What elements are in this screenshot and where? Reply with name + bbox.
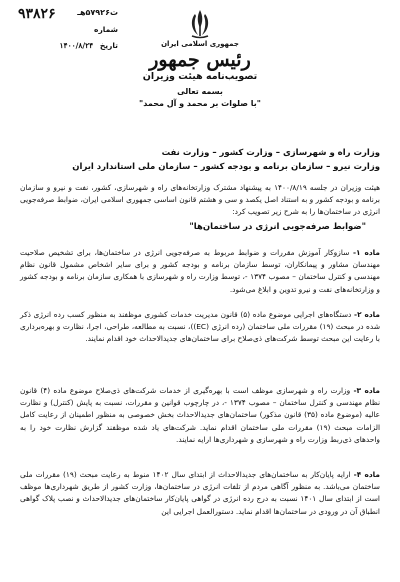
letterhead [100, 40, 300, 109]
number-row [77, 8, 118, 20]
iran-emblem-icon [186, 8, 214, 40]
article-2 [20, 309, 380, 346]
intro-paragraph: هیئت وزیران در جلسه ۱۴۰۰/۸/۱۹ به پیشنهاد مشترک وزارتخانه‌های راه و شهرسازی، کشور، نفت و نیرو و سازمان برنامه و بودجه کشور و به استناد اصل یکصد و سی و هشتم قانون اساسی جمهوری اسلامی ایران، ضوابط صرفه‌جویی انرژی در ساختمان‌ها را به شرح زیر تصویب کرد: [20, 183, 380, 217]
date-label: تاریخ [99, 41, 118, 50]
article-text: دستگاه‌های اجرایی موضوع ماده (۵) قانون مدیریت خدمات کشوری موظفند به منظور کسب رده انرژی ذکر شده در مبحث (۱۹) مقررات ملی ساختمان (رده انرژی (EC))، نسبت به مطالعه، طراحی، اجرا، نظارت و بهره‌برداری با رعایت این مبحث توسط شرکت‌های ذی‌صلاح برای ساختمان‌های جدیدالاحداث خود اقدام نمایند. [20, 310, 381, 344]
ref-number: ت۵۷۹۲۶هـ [77, 8, 118, 17]
article-label: ماده ۱- [352, 248, 380, 257]
government-name: جمهوری اسلامی ایران [161, 40, 239, 48]
addressee-line: وزارت راه و شهرسازی – وزارت کشور – وزارت نفت [161, 148, 380, 158]
president-title: رئیس جمهور [149, 49, 251, 71]
article-text: ارایه پایان‌کار به ساختمان‌های جدیدالاحداث از ابتدای سال ۱۴۰۲ منوط به رعایت مبحث (۱۹) مقررات ملی ساختمان می‌باشد. به منظور آگاهی مردم از تلفات انرژی در ساختمان‌ها، وزارت کشور از طریق شهرداری‌ها موظف است از ابتدای سال ۱۴۰۱ نسبت به درج رده انرژی در گواهی پایان‌کار ساختمان‌های جدیدالاحداث و نصب پلاک گواهی انطباق آن در ورودی در ساختمان‌ها اقدام نماید. دستورالعمل اجرایی این [20, 470, 380, 516]
article-label: ماده ۲- [353, 310, 380, 319]
number-label-row [94, 25, 118, 37]
letter-number: ۹۳۸۲۶ [18, 6, 56, 22]
article-text: سازوکار آموزش مقررات و ضوابط مربوط به صرفه‌جویی انرژی در ساختمان‌ها، برای تشخیص صلاحیت مهندسان مشاور و پیمانکاران، توسط سازمان برنامه و بودجه کشور و برای سایر اشخاص مشمول قانون نظام مهندسی و کنترل ساختمان – مصوب ۱۳۷۴ -، توسط وزارت راه و شهرسازی با همکاری سازمان برنامه و بودجه کشور و وزارتخانه‌های نفت و نیرو تدوین و ابلاغ می‌شود. [20, 248, 380, 294]
addressee-line: وزارت نیرو – سازمان برنامه و بودجه کشور – سازمان ملی استاندارد ایران [72, 162, 380, 172]
cabinet-decree-title: تصویب‌نامه هیئت وزیران [142, 71, 258, 82]
article-label: ماده ۳- [353, 386, 380, 395]
bismillah: بسمه تعالی [177, 87, 223, 96]
regulation-title: "ضوابط صرفه‌جویی انرژی در ساختمان‌ها" [189, 222, 366, 232]
article-label: ماده ۴- [353, 470, 380, 479]
addressees [20, 146, 380, 174]
date-value: ۱۴۰۰/۸/۲۴ [59, 41, 94, 50]
number-label: شماره [94, 25, 118, 34]
article-text: وزارت راه و شهرسازی موظف است با بهره‌گیری از خدمات شرکت‌های ذی‌صلاح موضوع ماده (۴) قانون نظام مهندسی و کنترل ساختمان – مصوب ۱۳۷۴ -، در چارچوب قوانین و مقررات، نسبت به پایش (کنترل) و نظارت عالیه (موضوع ماده (۳۵) قانون مذکور) ساختمان‌های جدیدالاحداث بخش خصوصی به منظور اطمینان از رعایت کامل الزامات مبحث (۱۹) مقررات ملی ساختمان اقدام نماید. شرکت‌های یاد شده موظفند گزارش نظارت خود را به واحدهای ذی‌ربط وزارت راه و شهرسازی و شهرداری‌ها ارایه نمایند. [20, 386, 381, 444]
article-3 [20, 385, 380, 446]
article-1 [20, 247, 380, 296]
salawat: "با صلوات بر محمد و آل محمد" [139, 99, 261, 108]
article-4 [20, 469, 380, 518]
